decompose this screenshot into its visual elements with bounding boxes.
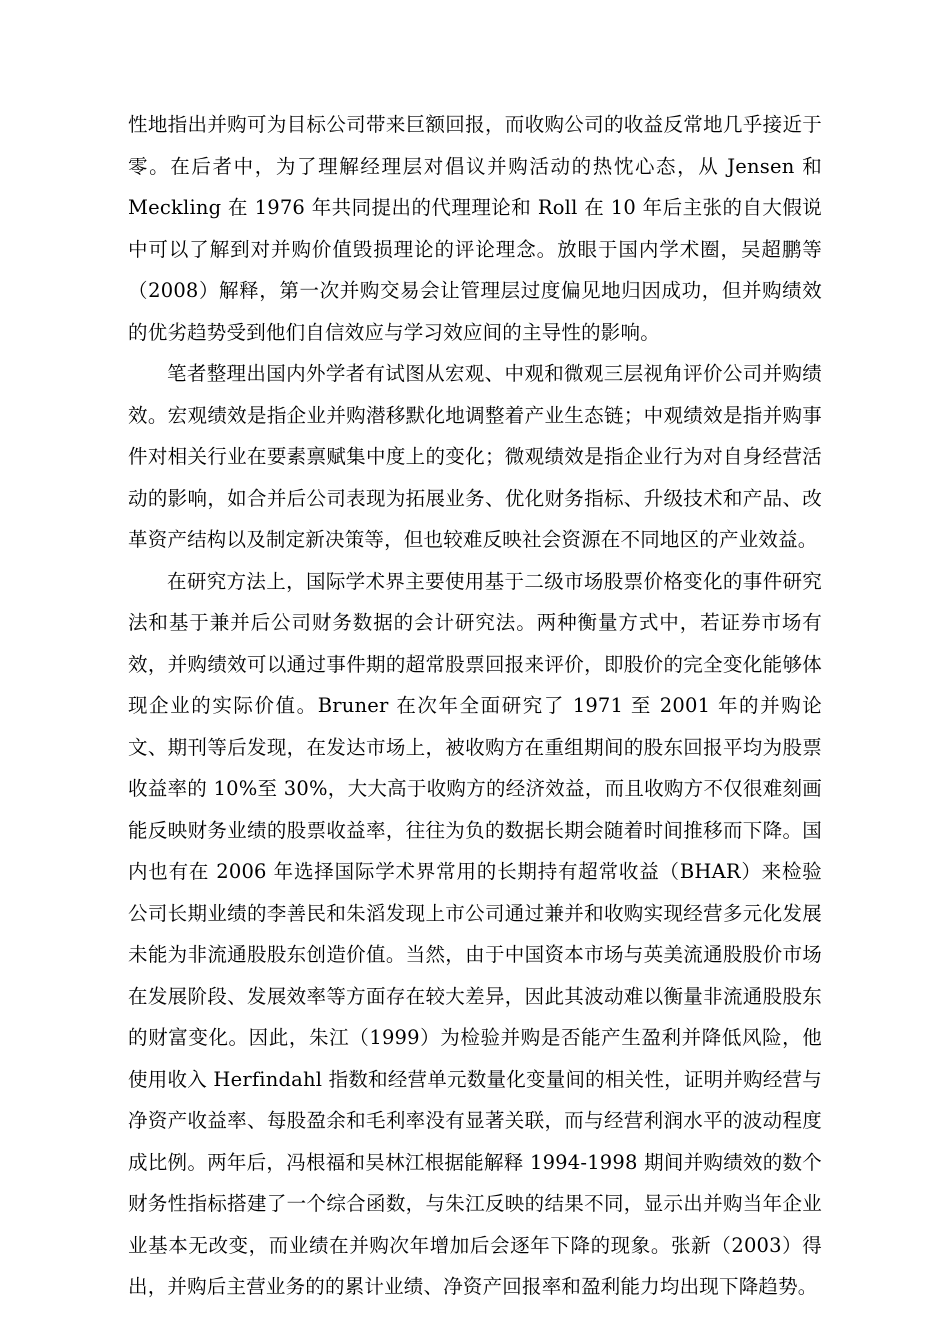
paragraph-2: 笔者整理出国内外学者有试图从宏观、中观和微观三层视角评价公司并购绩效。宏观绩效是指企业并购潜移默化地调整着产业生态链；中观绩效是指并购事件对相关行业在要素禀赋集中度上的变化；微观绩效是指企业行为对自身经营活动的影响，如合并后公司表现为拓展业务、优化财务指标、升级技术和产品、改革资产结构以及制定新决策等，但也较难反映社会资源在不同地区的产业效益。 [128, 362, 822, 551]
paragraph-3: 在研究方法上，国际学术界主要使用基于二级市场股票价格变化的事件研究法和基于兼并后公司财务数据的会计研究法。两种衡量方式中，若证券市场有效，并购绩效可以通过事件期的超常股票回报来评价，即股价的完全变化能够体现企业的实际价值。Bruner 在次年全面研究了 1971 至 2001 年的并购论文、期刊等后发现，在发达市场上，被收购方在重组期间的股东回报平均为股票收益率的 10%至 30%，大大高于收购方的经济效益，而且收购方不仅很难刻画能反映财务业绩的股票收益率，往往为负的数据长期会随着时间推移而下降。国内也有在 2006 年选择国际学术界常用的长期持有超常收益（BHAR）来检验公司长期业绩的李善民和朱滔发现上市公司通过兼并和收购实现经营多元化发展未能为非流通股股东创造价值。当然，由于中国资本市场与英美流通股股价市场在发展阶段、发展效率等方面存在较大差异，因此其波动难以衡量非流通股股东的财富变化。因此，朱江（1999）为检验并购是否能产生盈利并降低风险，他使用收入 Herfindahl 指数和经营单元数量化变量间的相关性，证明并购经营与净资产收益率、每股盈余和毛利率没有显著关联，而与经营利润水平的波动程度成比例。两年后，冯根福和吴林江根据能解释 1994-1998 期间并购绩效的数个财务性指标搭建了一个综合函数，与朱江反映的结果不同，显示出并购当年企业业基本无改变，而业绩在并购次年增加后会逐年下降的现象。张新（2003）得出，并购后主营业务的的累计业绩、净资产回报率和盈利能力均出现下降趋势。 [128, 569, 822, 1298]
document-body [128, 104, 822, 1308]
paragraph-1: 性地指出并购可为目标公司带来巨额回报，而收购公司的收益反常地几乎接近于零。在后者中，为了理解经理层对倡议并购活动的热忱心态，从 Jensen 和 Meckling 在 1976 年共同提出的代理理论和 Roll 在 10 年后主张的自大假说中可以了解到对并购价值毁损理论的评论理念。放眼于国内学术圈，吴超鹏等（2008）解释，第一次并购交易会让管理层过度偏见地归因成功，但并购绩效的优劣趋势受到他们自信效应与学习效应间的主导性的影响。 [128, 113, 822, 344]
